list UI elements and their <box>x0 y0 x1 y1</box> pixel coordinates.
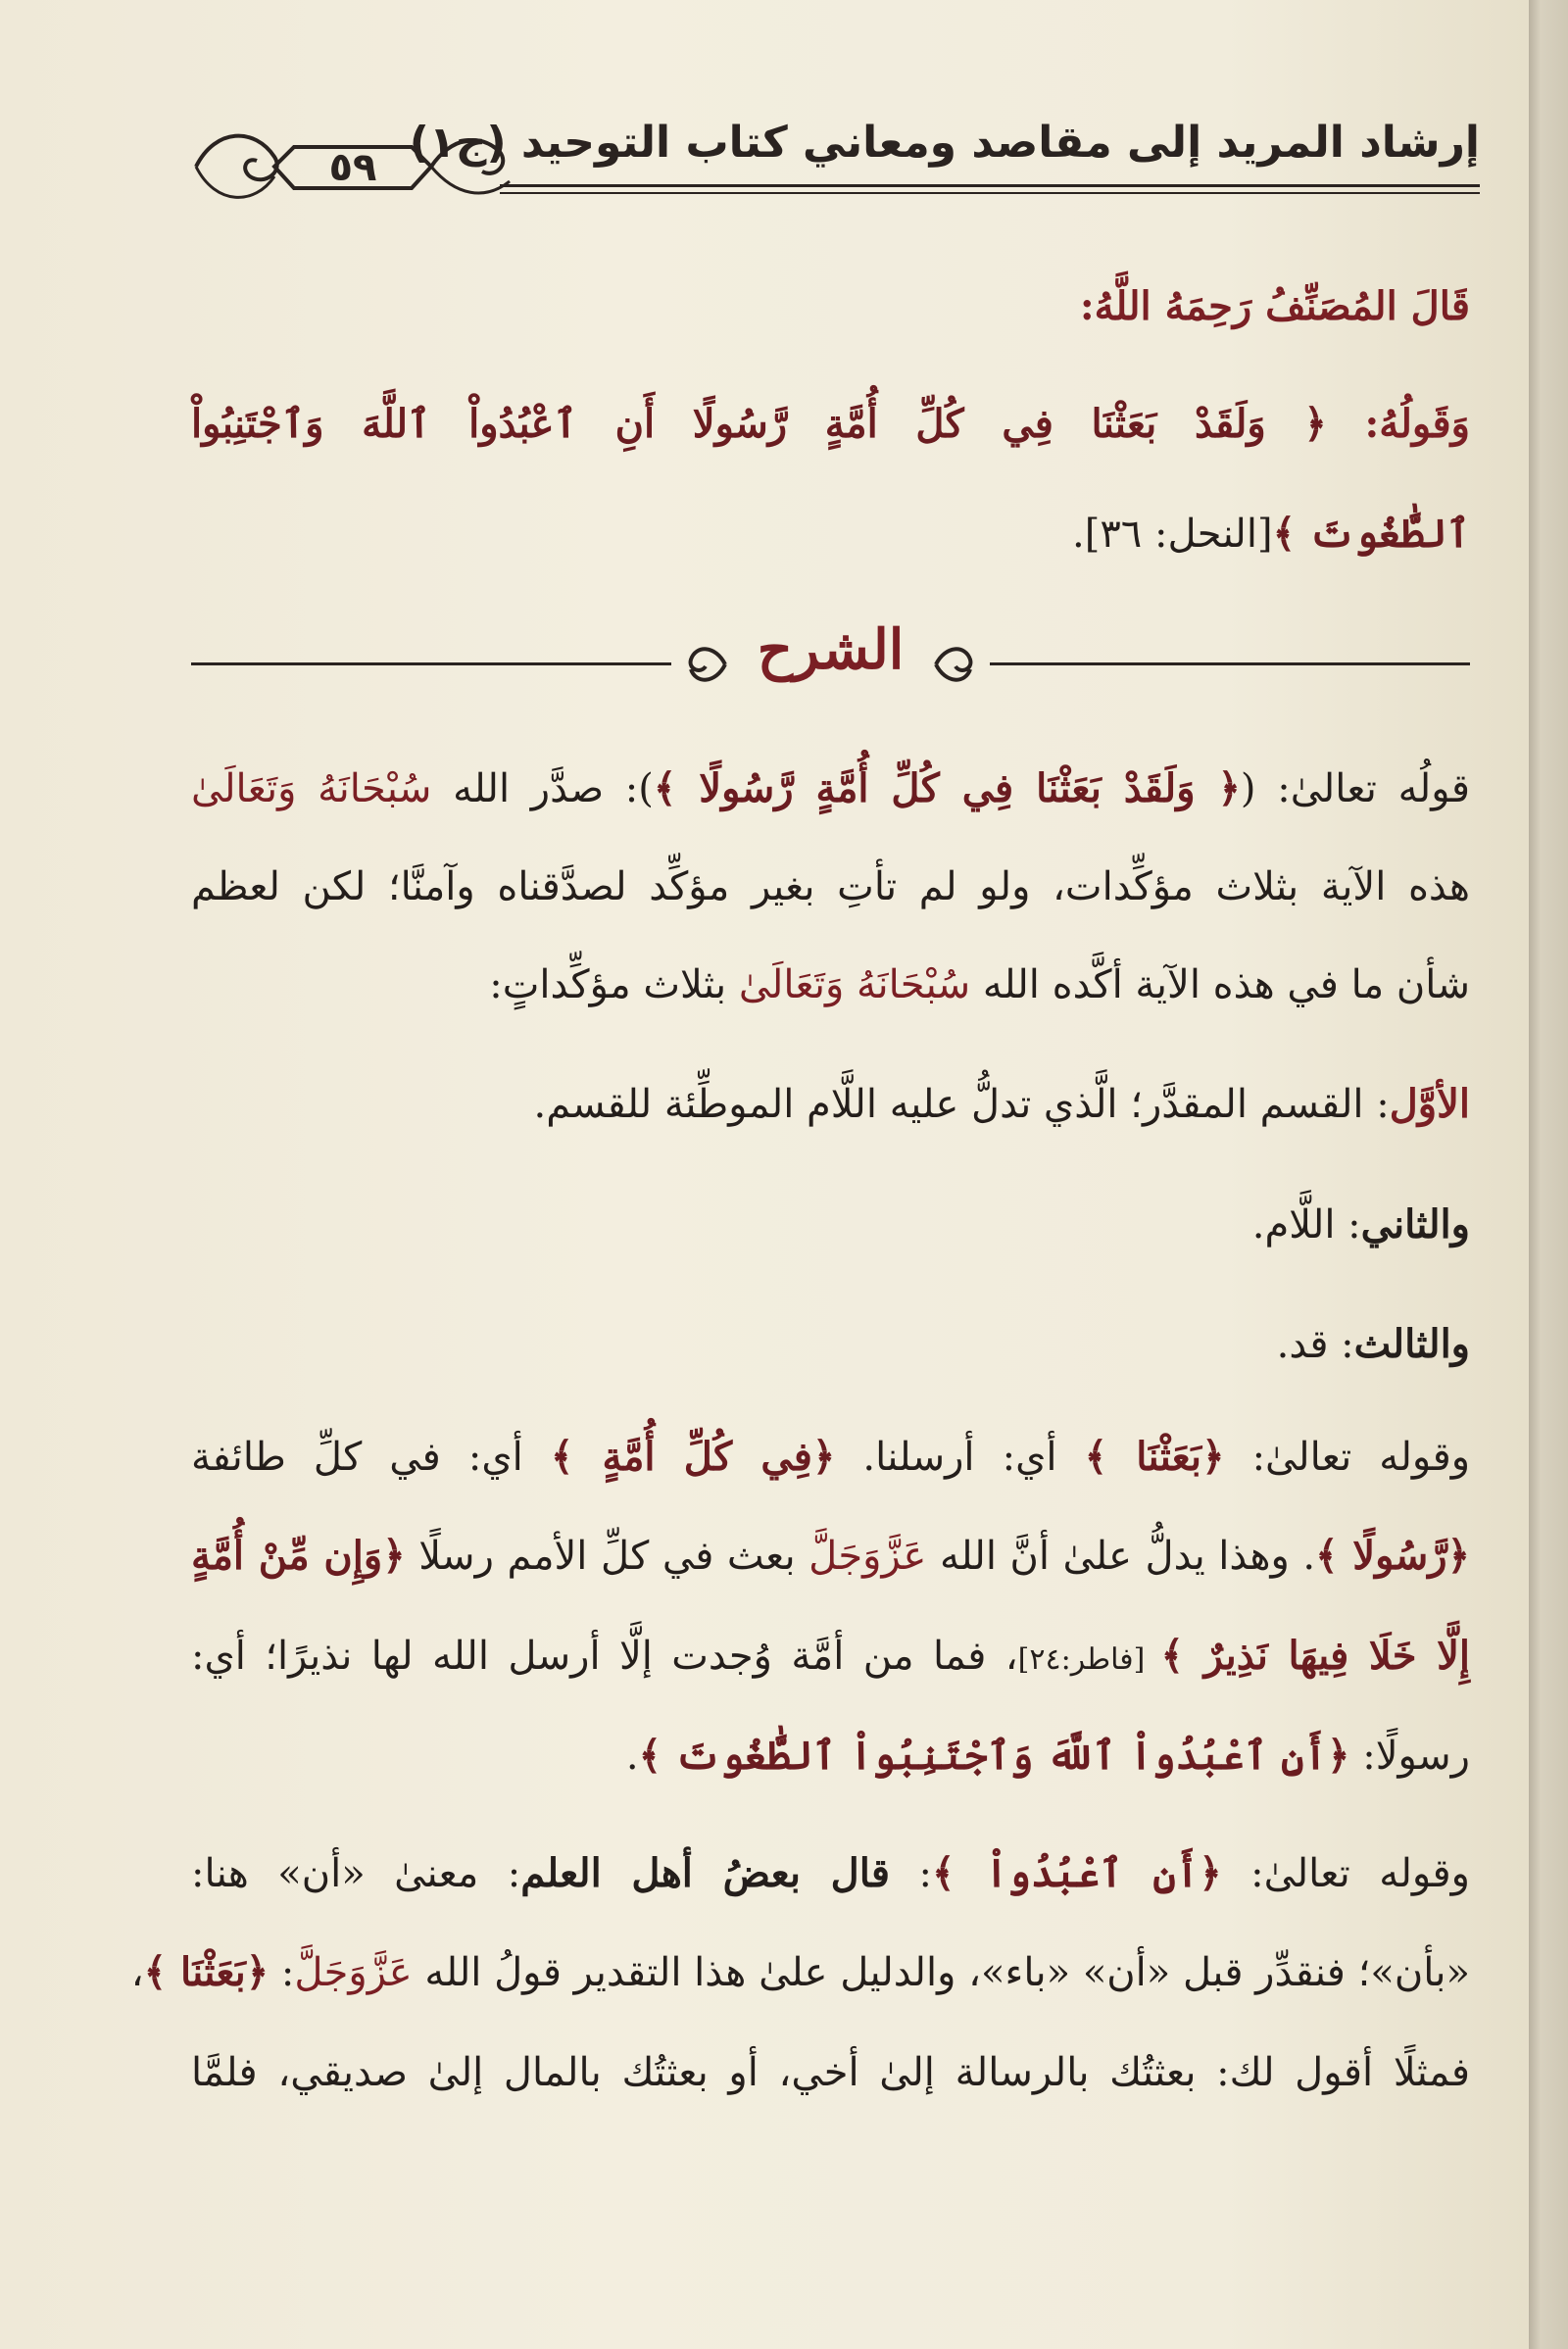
point-label: والثاني <box>1360 1201 1470 1248</box>
text: وقوله تعالىٰ: <box>1221 1851 1470 1896</box>
text: بثلاث مؤكِّداتٍ: <box>489 962 739 1007</box>
page-edge <box>1529 0 1568 2349</box>
text: ، <box>130 1950 144 1995</box>
text: «بأن»؛ فنقدِّر قبل «أن» «باء»، والدليل علىٰ هذا التقدير قولُ الله <box>412 1950 1470 1995</box>
glorification: عَزَّوَجَلَّ <box>294 1950 413 1995</box>
para2-line3 <box>191 1627 1470 1689</box>
verse-text: ﴿رَّسُولًا ﴾ <box>1315 1533 1471 1579</box>
page-number: ٥٩ <box>328 145 377 190</box>
para3-line3: فمثلًا أقول لك: بعثتُك بالرسالة إلىٰ أخي، أو بعثتُك بالمال إلىٰ صديقي، فلمَّا <box>191 2050 1470 2095</box>
quoted-verse-line-2 <box>191 505 1470 563</box>
verse-reference: [فاطر:٢٤] <box>1017 1642 1161 1677</box>
text: ): صدَّر الله <box>431 766 654 811</box>
running-title: إرشاد المريد إلى مقاصد ومعاني كتاب التوحيد (ج١) <box>409 118 1480 168</box>
quoted-verse-line-1 <box>191 395 1470 454</box>
verse-text: ﴿وَإِن مِّنْ أُمَّةٍ <box>191 1533 406 1579</box>
text: أي: أرسلنا. <box>835 1435 1085 1480</box>
point-second <box>191 1196 1470 1254</box>
point-label: والثالث <box>1353 1321 1470 1367</box>
text: : <box>890 1851 932 1896</box>
verse-text: ٱلطَّٰغُوتَ ﴾ <box>1272 511 1470 557</box>
text: قولُه تعالىٰ: ( <box>1240 766 1470 811</box>
text: : <box>269 1950 295 1995</box>
verse-reference: [النحل: ٣٦]. <box>1071 512 1273 557</box>
text: ، فما من أمَّة وُجدت إلَّا أرسل الله لها نذيرًا؛ أي: <box>191 1634 1018 1679</box>
section-title: الشرح <box>757 617 905 682</box>
para2-line1 <box>191 1428 1470 1487</box>
para3-line1 <box>191 1844 1470 1903</box>
point-text: : قد. <box>1276 1322 1354 1367</box>
para1-line2: هذه الآية بثلاث مؤكِّدات، ولو لم تأتِ بغير مؤكِّد لصدَّقناه وآمنَّا؛ لكن لعظم <box>191 864 1470 909</box>
verse-text: ﴿أَنِ ٱعْبُدُواْ ﴾ <box>931 1850 1222 1896</box>
header-rule <box>500 192 1480 194</box>
text: رسولًا: <box>1349 1734 1470 1779</box>
para1-line1 <box>191 759 1470 818</box>
verse-text: ﴿ وَلَقَدْ بَعَثْنَا فِي كُلِّ أُمَّةٍ رَّسُولًا أَنِ ٱعْبُدُواْ ٱللَّهَ وَٱجْتَنِبُواْ <box>191 401 1327 447</box>
flourish-icon <box>676 635 735 694</box>
verse-text: ﴿بَعَثْنَا ﴾ <box>143 1949 270 1995</box>
verse-text: ﴿ وَلَقَدْ بَعَثْنَا فِي كُلِّ أُمَّةٍ رَّسُولًا ﴾ <box>653 765 1241 811</box>
point-text: : القسم المقدَّر؛ الَّذي تدلُّ عليه اللَّام الموطِّئة للقسم. <box>533 1082 1390 1127</box>
section-rule <box>990 662 1470 665</box>
page-header <box>186 108 1480 225</box>
glorification: سُبْحَانَهُ وَتَعَالَىٰ <box>738 962 971 1007</box>
para3-line2 <box>130 1943 1470 2002</box>
point-label: الأوَّل <box>1389 1081 1470 1127</box>
text: بعث في كلِّ الأمم رسلًا <box>405 1534 809 1579</box>
author-heading: قَالَ المُصَنِّفُ رَحِمَهُ اللَّهُ: <box>1079 283 1470 329</box>
verse-text: ﴿بَعَثْنَا ﴾ <box>1084 1434 1225 1480</box>
point-third <box>191 1315 1470 1374</box>
emphasis: قال بعضُ أهل العلم <box>520 1850 891 1896</box>
text: شأن ما في هذه الآية أكَّده الله <box>970 962 1470 1007</box>
verse-intro: وَقَولُهُ: <box>1326 401 1470 447</box>
header-rule <box>500 184 1480 187</box>
author-said <box>191 277 1470 336</box>
para2-line2 <box>191 1527 1470 1586</box>
text: وقوله تعالىٰ: <box>1224 1435 1471 1480</box>
section-rule <box>191 662 671 665</box>
text: أي: في كلِّ طائفة <box>191 1435 551 1480</box>
glorification: عَزَّوَجَلَّ <box>808 1534 927 1579</box>
section-heading <box>191 617 1470 706</box>
flourish-icon <box>926 635 985 694</box>
text: . <box>625 1734 639 1779</box>
verse-text: ﴿فِي كُلِّ أُمَّةٍ ﴾ <box>550 1434 836 1480</box>
verse-text: ﴿أَنِ ٱعْبُدُواْ ٱللَّهَ وَٱجْتَنِبُواْ ٱلطَّٰغُوتَ ﴾ <box>638 1733 1350 1779</box>
point-first <box>191 1075 1470 1134</box>
text: : معنىٰ «أن» هنا: <box>191 1851 521 1896</box>
text: . وهذا يدلُّ علىٰ أنَّ الله <box>926 1534 1316 1579</box>
verse-text: إِلَّا خَلَا فِيهَا نَذِيرٌ ﴾ <box>1160 1633 1470 1679</box>
point-text: : اللَّام. <box>1251 1202 1361 1248</box>
para2-line4 <box>191 1727 1470 1786</box>
para1-line3 <box>191 955 1470 1014</box>
glorification: سُبْحَانَهُ وَتَعَالَىٰ <box>191 766 432 811</box>
